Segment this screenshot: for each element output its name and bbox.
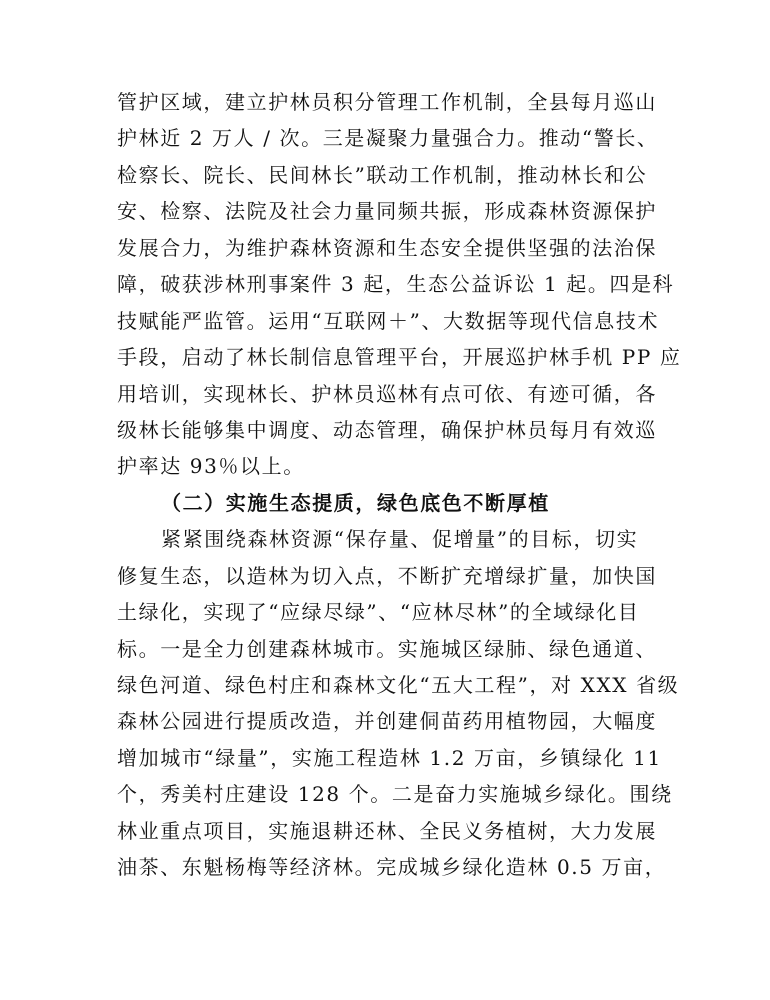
body-line: 绿色河道、绿色村庄和森林文化“五大工程”，对 XXX 省级: [117, 673, 680, 697]
body-line: 安、检察、法院及社会力量同频共振，形成森林资源保护: [117, 199, 657, 224]
section-heading: （二）实施生态提质，绿色底色不断厚植: [161, 490, 550, 515]
body-line: 油茶、东魁杨梅等经济林。完成城乡绿化造林 0.5 万亩，: [117, 855, 667, 880]
body-line: 级林长能够集中调度、动态管理，确保护林员每月有效巡: [117, 417, 657, 442]
body-line: 标。一是全力创建森林城市。实施城区绿肺、绿色通道、: [117, 636, 657, 661]
body-line: 林业重点项目，实施退耕还林、全民义务植树，大力发展: [117, 818, 657, 843]
body-line: 管护区域，建立护林员积分管理工作机制，全县每月巡山: [117, 90, 657, 114]
body-line: 森林公园进行提质改造，并创建侗苗药用植物园，大幅度: [117, 709, 657, 734]
body-line: 用培训，实现林长、护林员巡林有点可依、有迹可循，各: [117, 381, 657, 406]
body-line: 技赋能严监管。运用“互联网＋”、大数据等现代信息技术: [117, 308, 660, 333]
body-line: 个，秀美村庄建设 128 个。二是奋力实施城乡绿化。围绕: [117, 782, 673, 807]
paragraph-first-line: 紧紧围绕森林资源“保存量、促增量”的目标，切实: [161, 527, 639, 552]
body-line: 增加城市“绿量”，实施工程造林 1.2 万亩，乡镇绿化 11: [117, 745, 662, 770]
document-body: [117, 84, 682, 886]
body-line: 检察长、院长、民间林长”联动工作机制，推动林长和公: [117, 162, 648, 187]
body-line: 手段，启动了林长制信息管理平台，开展巡护林手机 PP 应: [117, 345, 682, 370]
body-line: 土绿化，实现了“应绿尽绿”、“应林尽林”的全域绿化目: [117, 600, 640, 625]
body-line: 修复生态，以造林为切入点，不断扩充增绿扩量，加快国: [117, 563, 657, 588]
body-line: 障，破获涉林刑事案件 3 起，生态公益诉讼 1 起。四是科: [117, 272, 675, 297]
body-line: 护率达 93％以上。: [117, 454, 305, 479]
body-line: 发展合力，为维护森林资源和生态安全提供坚强的法治保: [117, 235, 657, 260]
body-line: 护林近 2 万人 / 次。三是凝聚力量强合力。推动“警长、: [117, 126, 659, 151]
